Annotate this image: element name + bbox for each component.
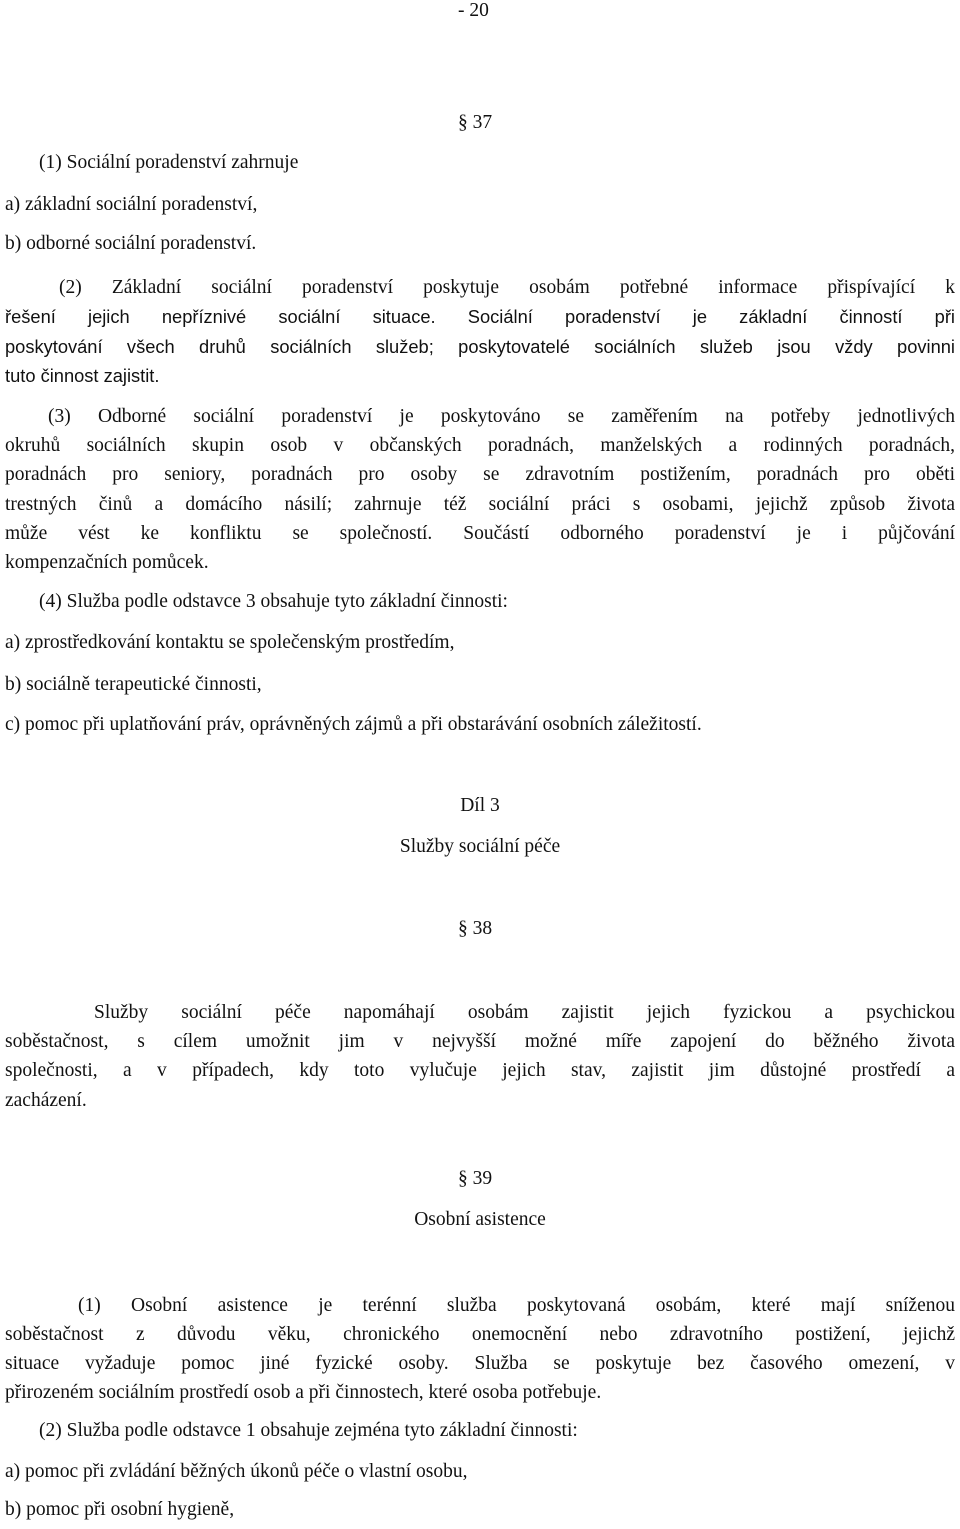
s37-p1-line: b) odborné sociální poradenství. — [5, 233, 257, 254]
s38-line: společnosti, a v případech, kdy toto vylučuje jejich stav, zajistit jim důstojné prostředí a — [5, 1060, 955, 1081]
part-title: Služby sociální péče — [399, 836, 561, 857]
s39-p2: (2) Služba podle odstavce 1 obsahuje zejména tyto základní činnosti: — [39, 1420, 578, 1441]
s37-p3-line: (3) Odborné sociální poradenství je poskytováno se zaměřením na potřeby jednotlivých — [48, 406, 955, 427]
s38-line: zacházení. — [5, 1090, 87, 1111]
s37-p1-line: (1) Sociální poradenství zahrnuje — [39, 152, 299, 173]
s38-line: Služby sociální péče napomáhají osobám zajistit jejich fyzickou a psychickou — [94, 1002, 955, 1023]
s37-p3-line: poradnách pro seniory, poradnách pro osoby se zdravotním postižením, poradnách pro oběti — [5, 464, 955, 485]
part-heading: Díl 3 — [460, 795, 500, 816]
s37-p3-line: kompenzačních pomůcek. — [5, 552, 209, 573]
section-39-heading: § 39 — [458, 1168, 493, 1189]
section-38-heading: § 38 — [458, 918, 493, 939]
s39-p1-line: situace vyžaduje pomoc jiné fyzické osoby. Služba se poskytuje bez časového omezení, v — [5, 1353, 955, 1374]
s37-p3-line: může vést ke konfliktu se společností. Součástí odborného poradenství je i půjčování — [5, 523, 955, 544]
s38-line: soběstačnost, s cílem umožnit jim v nejvyšší možné míře zapojení do běžného života — [5, 1031, 955, 1052]
s39-p1-line: přirozeném sociálním prostředí osob a při činnostech, které osoba potřebuje. — [5, 1382, 602, 1403]
s37-p2-line: řešení jejich nepříznivé sociální situace. Sociální poradenství je základní činností při — [5, 306, 955, 327]
section-39-title: Osobní asistence — [414, 1209, 546, 1230]
s37-p1-line: a) základní sociální poradenství, — [5, 194, 258, 215]
section-37-heading: § 37 — [458, 112, 493, 133]
s39-p2-item: b) pomoc při osobní hygieně, — [5, 1499, 235, 1520]
s39-p2-item: a) pomoc při zvládání běžných úkonů péče o vlastní osobu, — [5, 1461, 468, 1482]
s37-p2-line: (2) Základní sociální poradenství poskytuje osobám potřebné informace přispívající k — [59, 277, 955, 298]
s37-p2-line: tuto činnost zajistit. — [5, 365, 160, 386]
s37-p2-line: poskytování všech druhů sociálních služeb; poskytovatelé sociálních služeb jsou vždy povinni — [5, 336, 955, 357]
s37-p4-item: c) pomoc při uplatňování práv, oprávněných zájmů a při obstarávání osobních záležitostí. — [5, 714, 702, 735]
page-number: - 20 — [458, 0, 489, 21]
s37-p3-line: okruhů sociálních skupin osob v občanských poradnách, manželských a rodinných poradnách, — [5, 435, 955, 456]
s37-p4-item: b) sociálně terapeutické činnosti, — [5, 674, 262, 695]
s37-p4: (4) Služba podle odstavce 3 obsahuje tyto základní činnosti: — [39, 591, 508, 612]
s39-p1-line: (1) Osobní asistence je terénní služba poskytovaná osobám, které mají sníženou — [78, 1295, 955, 1316]
s37-p3-line: trestných činů a domácího násilí; zahrnuje též sociální práci s osobami, jejichž způsob života — [5, 494, 955, 515]
s39-p1-line: soběstačnost z důvodu věku, chronického onemocnění nebo zdravotního postižení, jejichž — [5, 1324, 955, 1345]
s37-p4-item: a) zprostředkování kontaktu se společenským prostředím, — [5, 632, 455, 653]
